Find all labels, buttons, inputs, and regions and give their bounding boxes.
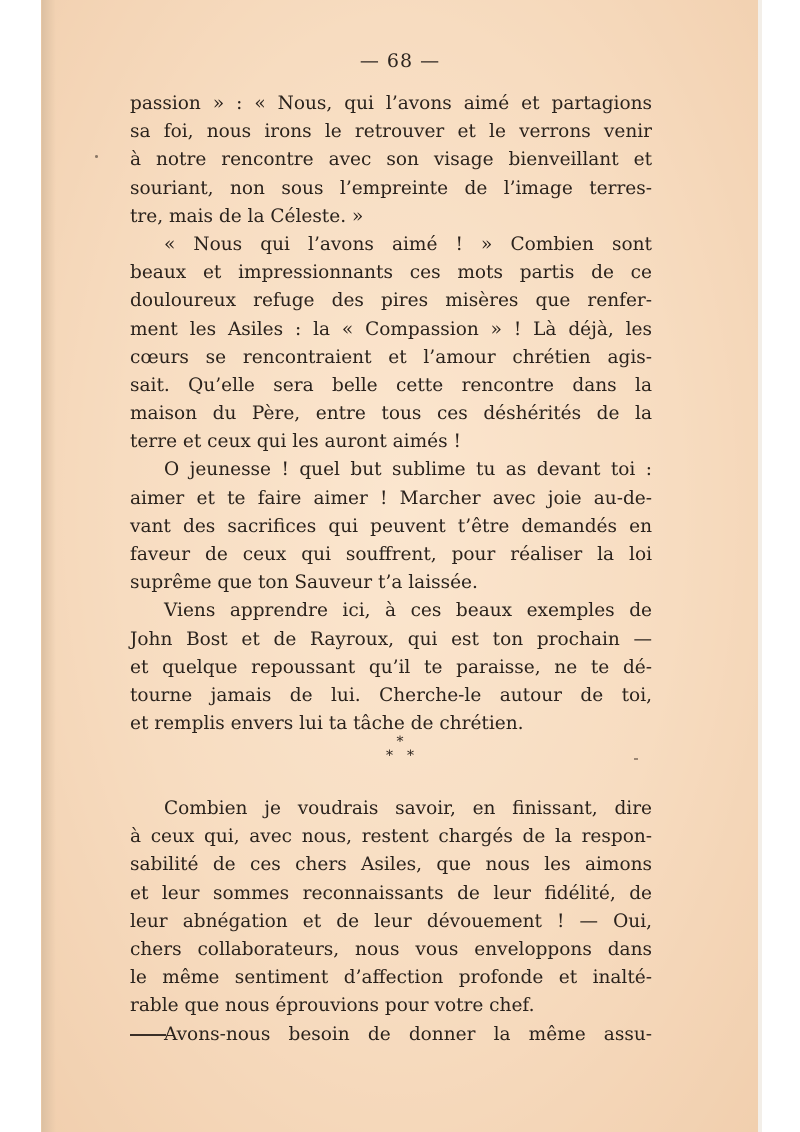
text-line: à notre rencontre avec son visage bienveillant et <box>130 149 652 171</box>
page-edge <box>758 0 762 1132</box>
text-line: O jeunesse ! quel but sublime tu as devant toi : <box>164 459 652 481</box>
text-line: et remplis envers lui ta tâche de chrétien. <box>130 713 524 735</box>
text-line: tre, mais de la Céleste. » <box>130 205 364 227</box>
text-line: et leur sommes reconnaissants de leur fidélité, de <box>130 882 652 904</box>
text-line: cœurs se rencontraient et l’amour chrétien agis- <box>130 346 652 368</box>
text-line: aimer et te faire aimer ! Marcher avec joie au-de- <box>130 487 652 509</box>
page-number: — 68 — <box>359 50 441 72</box>
text-line: à ceux qui, avec nous, restent chargés de la respon- <box>130 826 652 848</box>
ink-mark <box>130 1020 166 1036</box>
page-gutter-shadow <box>42 0 56 1132</box>
text-line: sa foi, nous irons le retrouver et le verrons venir <box>130 121 652 143</box>
text-line: rable que nous éprouvions pour votre chef. <box>130 995 535 1017</box>
text-line: maison du Père, entre tous ces déshérités de la <box>130 403 652 425</box>
text-line: suprême que ton Sauveur t’a laissée. <box>130 572 478 594</box>
text-line: tourne jamais de lui. Cherche-le autour de toi, <box>130 684 652 706</box>
text-line: leur abnégation et de leur dévouement ! — Oui, <box>130 910 652 932</box>
separator-stars-bottom: ** <box>386 748 428 764</box>
text-line: le même sentiment d’affection profonde et inalté- <box>130 967 652 989</box>
text-line: ment les Asiles : la « Compassion » ! Là déjà, les <box>130 318 652 340</box>
body-text-bottom <box>130 795 652 1049</box>
text-line: et quelque repoussant qu’il te paraisse, ne te dé- <box>130 656 652 678</box>
print-speck <box>634 758 638 760</box>
text-line: beaux et impressionnants ces mots partis de ce <box>130 262 652 284</box>
text-line: terre et ceux qui les auront aimés ! <box>130 431 461 453</box>
section-separator <box>0 735 800 763</box>
text-line: souriant, non sous l’empreinte de l’image terres- <box>130 177 652 199</box>
text-line: Viens apprendre ici, à ces beaux exemples de <box>164 600 652 622</box>
text-line: passion » : « Nous, qui l’avons aimé et partagions <box>130 93 652 114</box>
text-line: sabilité de ces chers Asiles, que nous les aimons <box>130 854 652 876</box>
text-line: faveur de ceux qui souffrent, pour réaliser la loi <box>130 544 652 565</box>
text-line: sait. Qu’elle sera belle cette rencontre dans la <box>130 374 652 396</box>
text-line: « Nous qui l’avons aimé ! » Combien sont <box>164 233 652 255</box>
separator-star-top: * <box>396 734 404 750</box>
body-text-top <box>130 90 652 738</box>
text-line: douloureux refuge des pires misères que renfer- <box>130 290 652 312</box>
text-line: chers collaborateurs, nous vous enveloppons dans <box>130 938 652 960</box>
text-line: John Bost et de Rayroux, qui est ton prochain — <box>130 628 652 650</box>
print-speck <box>95 155 98 158</box>
text-line: Avons-nous besoin de donner la même assu- <box>164 1023 652 1045</box>
text-line: vant des sacrifices qui peuvent t’être demandés en <box>130 515 652 537</box>
text-line: Combien je voudrais savoir, en finissant, dire <box>164 798 652 819</box>
